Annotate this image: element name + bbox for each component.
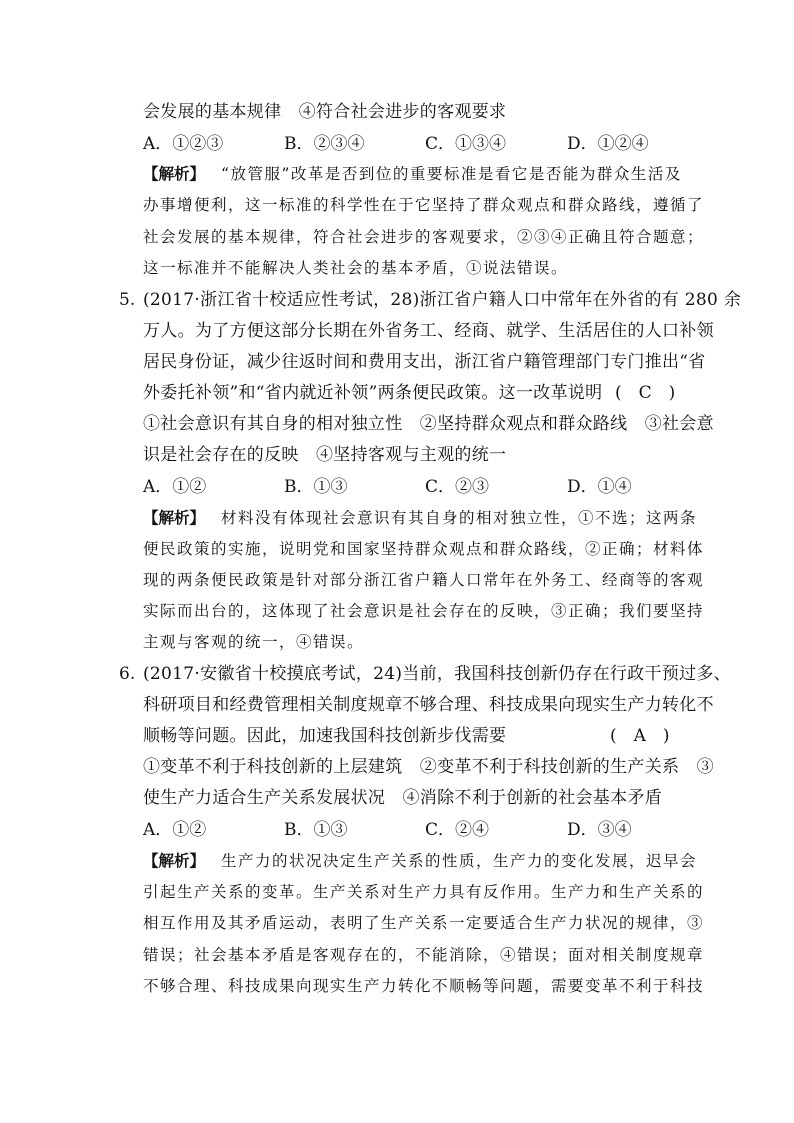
q6-stem-line: 科研项目和经费管理相关制度规章不够合理、科技成果向现实生产力转化不 (143, 695, 714, 715)
analysis-tag: 【解析】 (143, 852, 206, 870)
q6-analysis-line: 相互作用及其矛盾运动，表明了生产关系一定要适合生产力状况的规律，③ (143, 914, 705, 932)
analysis-text: “放管服”改革是否到位的重要标准是看它是否能为群众生活及 (221, 165, 682, 183)
q6-stem-line: 顺畅等问题。因此，加速我国科技创新步伐需要 (143, 726, 507, 746)
q6-number: 6. (119, 664, 136, 684)
q4-analysis-line: 社会发展的基本规律，符合社会进步的客观要求，②③④正确且符合题意； (143, 228, 705, 246)
q5-analysis-line: 现的两条便民政策是针对部分浙江省户籍人口常年在外务工、经商等的客观 (143, 571, 705, 589)
q5-analysis-line: 主观与客观的统一，④错误。 (143, 633, 365, 651)
q4-stem-tail: 会发展的基本规律 ④符合社会进步的客观要求 (143, 102, 507, 122)
analysis-text: 生产力的状况决定生产关系的性质，生产力的变化发展，迟早会 (221, 852, 698, 870)
q6-stem-line: (2017·安徽省十校摸底考试，24)当前，我国科技创新仍存在行政干预过多、 (143, 664, 731, 684)
q5-analysis-line: 便民政策的实施，说明党和国家坚持群众观点和群众路线，②正确；材料体 (143, 540, 705, 558)
q6-option-c: C．②④ (425, 820, 490, 840)
q6-option-d: D．③④ (567, 820, 632, 840)
q5-answer: ( C ) (615, 383, 676, 403)
q5-option-d: D．①④ (567, 477, 632, 497)
analysis-tag: 【解析】 (143, 509, 206, 527)
q4-option-c: C．①③④ (425, 134, 507, 154)
q5-analysis-line (143, 507, 697, 529)
q4-option-b: B．②③④ (284, 134, 365, 154)
analysis-text: 材料没有体现社会意识有其自身的相对独立性，①不选；这两条 (221, 509, 698, 527)
q6-analysis-line: 错误；社会基本矛盾是客观存在的，不能消除，④错误；面对相关制度规章 (143, 946, 705, 964)
q4-analysis-line: 办事增便利，这一标准的科学性在于它坚持了群众观点和群众路线，遵循了 (143, 196, 705, 214)
q6-stem-line: 使生产力适合生产关系发展状况 ④消除不利于创新的社会基本矛盾 (143, 788, 662, 808)
q4-analysis-line (143, 163, 682, 185)
q6-analysis-line: 不够合理、科技成果向现实生产力转化不顺畅等问题，需要变革不利于科技 (143, 977, 705, 995)
q4-analysis-line: 这一标准并不能解决人类社会的基本矛盾，①说法错误。 (143, 259, 569, 277)
q5-stem-line: 万人。为了方便这部分长期在外省务工、经商、就学、生活居住的人口补领 (143, 321, 714, 341)
q5-stem-line: 居民身份证，减少往返时间和费用支出，浙江省户籍管理部门专门推出“省 (143, 352, 706, 372)
q4-option-d: D．①②④ (567, 134, 649, 154)
q6-analysis-line: 引起生产关系的变革。生产关系对生产力具有反作用。生产力和生产关系的 (143, 883, 705, 901)
q5-analysis-line: 实际而出台的，这体现了社会意识是社会存在的反映，③正确；我们要坚持 (143, 602, 705, 620)
q5-stem-line: (2017·浙江省十校适应性考试，28)浙江省户籍人口中常年在外省的有 280 余 (143, 290, 742, 310)
q6-analysis-line (143, 850, 697, 872)
q6-option-a: A．①② (143, 820, 207, 840)
q5-stem-line: 识是社会存在的反映 ④坚持客观与主观的统一 (143, 445, 507, 465)
q5-option-c: C．②③ (425, 477, 490, 497)
q5-option-b: B．①③ (284, 477, 348, 497)
q6-option-b: B．①③ (284, 820, 348, 840)
q5-stem-line: ①社会意识有其自身的相对独立性 ②坚持群众观点和群众路线 ③社会意 (143, 414, 714, 434)
analysis-tag: 【解析】 (143, 165, 206, 183)
q5-number: 5. (119, 290, 136, 310)
q4-option-a: A．①②③ (143, 134, 224, 154)
q5-option-a: A．①② (143, 477, 207, 497)
q6-answer: ( A ) (610, 726, 670, 746)
q5-stem-line: 外委托补领”和“省内就近补领”两条便民政策。这一改革说明 (143, 383, 603, 403)
q6-stem-line: ①变革不利于科技创新的上层建筑 ②变革不利于科技创新的生产关系 ③ (143, 757, 714, 777)
